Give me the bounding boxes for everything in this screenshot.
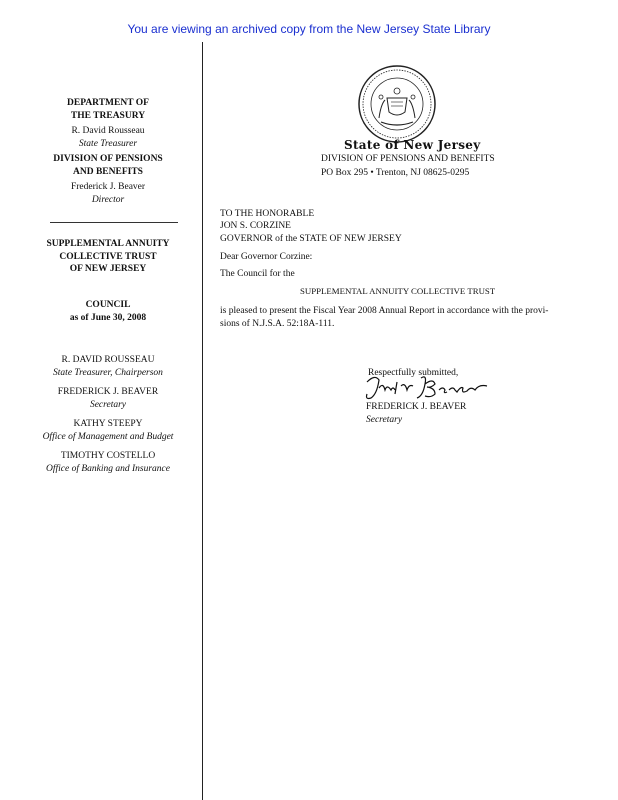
member xyxy=(20,354,196,379)
treasurer-title: State Treasurer xyxy=(78,138,138,149)
division-line2: AND BENEFITS xyxy=(73,166,143,177)
vertical-divider xyxy=(202,42,203,800)
trust-line3: OF NEW JERSEY xyxy=(69,264,147,274)
sidebar-divider xyxy=(50,222,178,223)
member-role: Office of Banking and Insurance xyxy=(45,463,170,474)
council-members xyxy=(20,354,196,475)
member-name: FREDERICK J. BEAVER xyxy=(57,387,159,397)
division-line1: DIVISION OF PENSIONS xyxy=(53,154,163,164)
member xyxy=(20,450,196,475)
member-role: State Treasurer, Chairperson xyxy=(53,367,163,378)
director-title: Director xyxy=(91,194,125,205)
member xyxy=(20,386,196,411)
member-name: R. DAVID ROUSSEAU xyxy=(61,355,155,365)
trust-block xyxy=(20,238,196,276)
trust-name: SUPPLEMENTAL ANNUITY COLLECTIVE TRUST xyxy=(300,286,496,296)
signer-name: FREDERICK J. BEAVER xyxy=(366,402,467,412)
address: PO Box 295 • Trenton, NJ 08625-0295 xyxy=(321,168,470,178)
trust-line1: SUPPLEMENTAL ANNUITY xyxy=(46,239,170,249)
council-for-text: The Council for the xyxy=(220,269,295,279)
member-name: KATHY STEEPY xyxy=(73,419,143,429)
division-name: DIVISION OF PENSIONS AND BENEFITS xyxy=(321,154,495,164)
council-block xyxy=(20,299,196,324)
council-line2: as of June 30, 2008 xyxy=(69,312,147,323)
state-name: State of New Jersey xyxy=(344,138,481,152)
addressee-line1: TO THE HONORABLE xyxy=(220,209,315,219)
body-line2: sions of N.J.S.A. 52:18A-111. xyxy=(220,319,335,329)
body-line1: is pleased to present the Fiscal Year 2008 Annual Report in accordance with the provi- xyxy=(220,306,549,316)
member-name: TIMOTHY COSTELLO xyxy=(60,451,156,461)
director-name: Frederick J. Beaver xyxy=(70,182,146,192)
archive-banner: You are viewing an archived copy from the New Jersey State Library xyxy=(127,22,491,36)
trust-line2: COLLECTIVE TRUST xyxy=(59,251,157,262)
member-role: Office of Management and Budget xyxy=(42,431,174,442)
signature-image xyxy=(361,372,493,402)
member xyxy=(20,418,196,443)
state-seal-icon xyxy=(357,64,437,144)
treasurer-name: R. David Rousseau xyxy=(71,126,145,136)
department-block xyxy=(20,97,196,206)
dept-line1: DEPARTMENT OF xyxy=(67,98,149,108)
dept-line2: THE TREASURY xyxy=(70,110,146,121)
addressee-line3: GOVERNOR of the STATE OF NEW JERSEY xyxy=(220,234,402,244)
council-line1: COUNCIL xyxy=(85,300,131,310)
signer-title: Secretary xyxy=(366,415,403,425)
salutation: Dear Governor Corzine: xyxy=(220,252,313,262)
member-role: Secretary xyxy=(89,399,127,410)
closing: Respectfully submitted, xyxy=(368,368,459,378)
addressee-line2: JON S. CORZINE xyxy=(220,221,291,231)
